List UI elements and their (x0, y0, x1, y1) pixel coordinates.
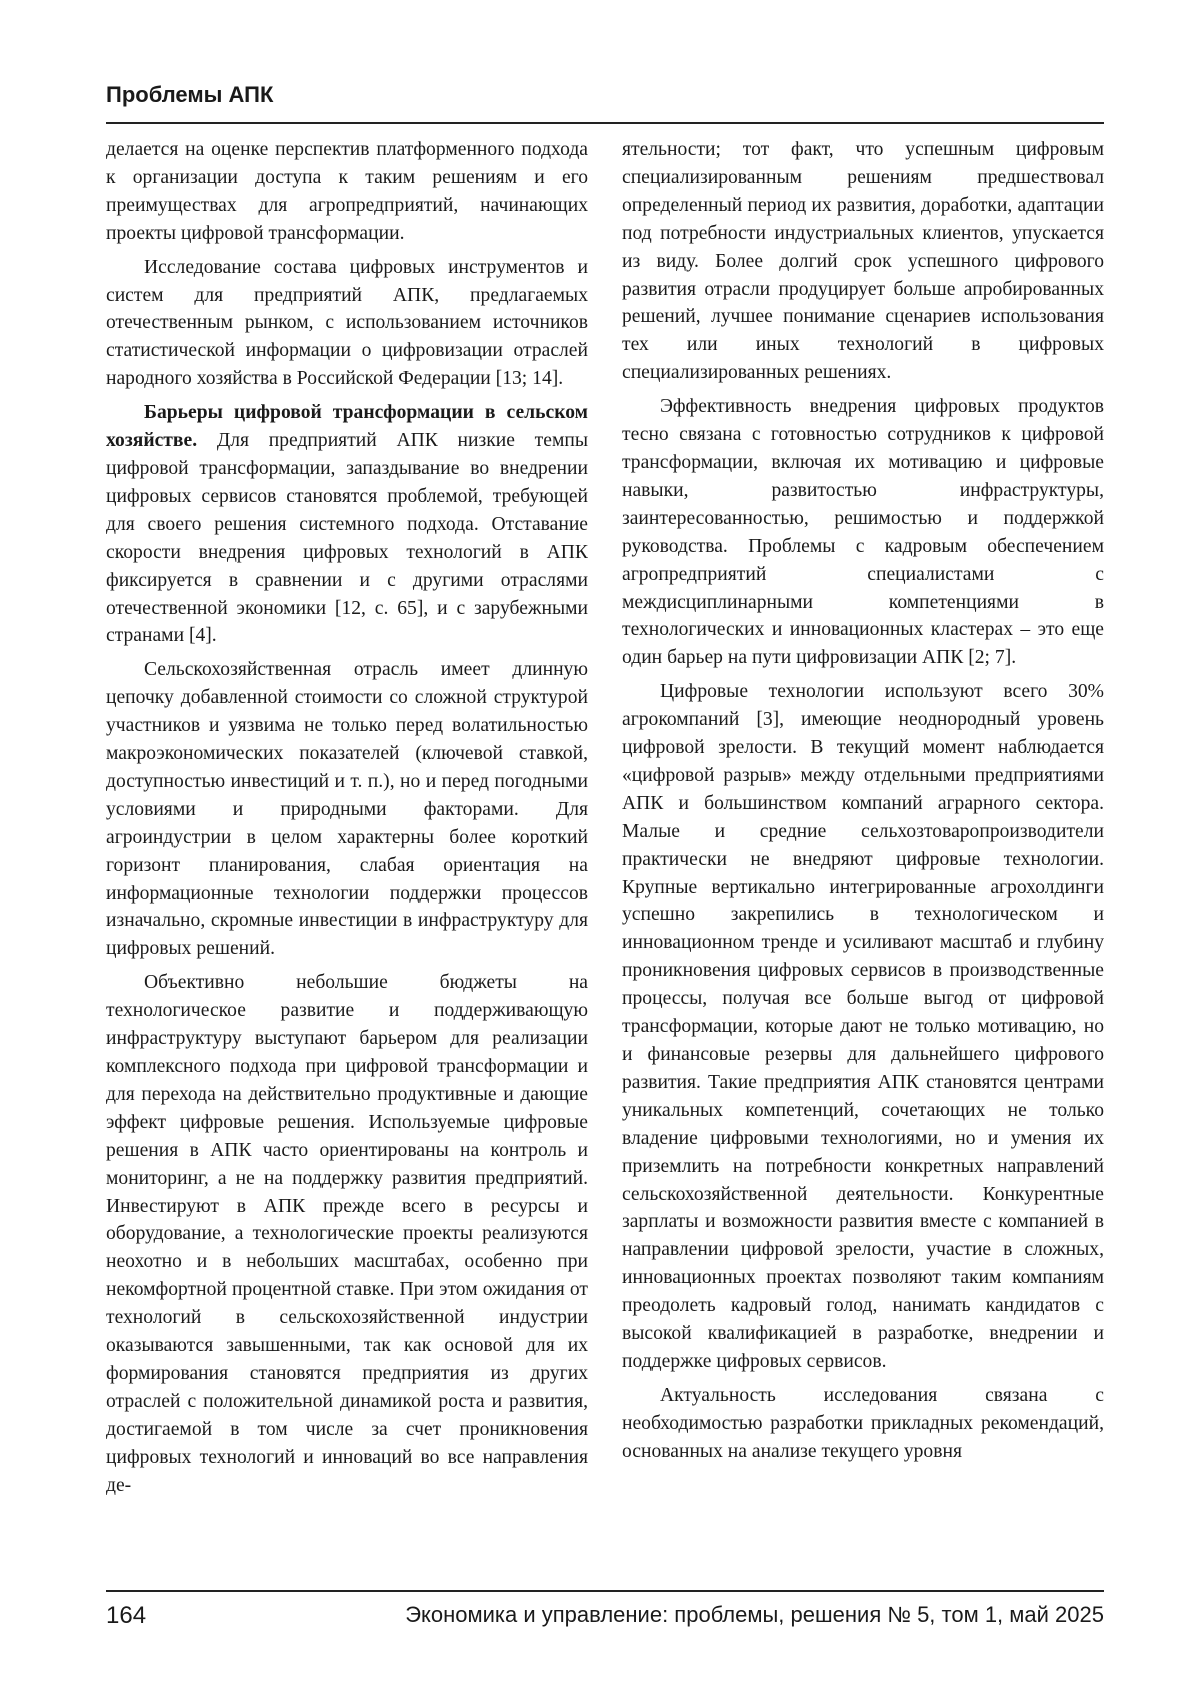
running-header-title: Проблемы АПК (106, 82, 273, 108)
footer-rule (106, 1590, 1104, 1592)
paragraph: делается на оценке перспектив платформенного подхода к организации доступа к таким решениям и его преимуществах для агропредприятий, начинающих проекты цифровой трансформации. (106, 136, 588, 248)
paragraph (106, 399, 588, 650)
header-rule (106, 122, 1104, 124)
paragraph: ятельности; тот факт, что успешным цифровым специализированным решениям предшествовал определенный период их развития, доработки, адаптации под потребности индустриальных клиентов, упускается из виду. Более долгий срок успешного цифрового развития отрасли продуцирует больше апробированных решений, лучшее понимание сценариев использования тех или иных технологий в цифровых специализированных решениях. (622, 136, 1104, 387)
right-column (622, 136, 1104, 1472)
paragraph-text: Для предприятий АПК низкие темпы цифровой трансформации, запаздывание во внедрении цифровых сервисов становятся проблемой, требующей для своего решения системного подхода. Отставание скорости внедрения цифровых технологий в АПК фиксируется в сравнении и с другими отраслями отечественной экономики [12, с. 65], и с зарубежными странами [4]. (106, 430, 588, 646)
page-number: 164 (106, 1602, 146, 1630)
paragraph: Цифровые технологии используют всего 30% агрокомпаний [3], имеющие неоднородный уровень цифровой зрелости. В текущий момент наблюдается «цифровой разрыв» между отдельными предприятиями АПК и большинством компаний аграрного сектора. Малые и средние сельхозтоваропроизводители практически не внедряют цифровые технологии. Крупные вертикально интегрированные агрохолдинги успешно закрепились в технологическом и инновационном тренде и усиливают масштаб и глубину проникновения цифровых сервисов в производственные процессы, получая все больше выгод от цифровой трансформации, которые дают не только мотивацию, но и финансовые резервы для дальнейшего цифрового развития. Такие предприятия АПК становятся центрами уникальных компетенций, сочетающих не только владение цифровыми технологиями, но и умения их приземлить на потребности конкретных направлений сельскохозяйственной деятельности. Конкурентные зарплаты и возможности развития вместе с компанией в направлении цифровой зрелости, участие в сложных, инновационных проектах позволяют таким компаниям преодолеть кадровый голод, нанимать кандидатов с высокой квалификацией в разработке, внедрении и поддержке цифровых сервисов. (622, 678, 1104, 1376)
paragraph: Объективно небольшие бюджеты на технологическое развитие и поддерживающую инфраструктуру выступают барьером для реализации комплексного подхода при цифровой трансформации и для перехода на действительно продуктивные и дающие эффект цифровые решения. Используемые цифровые решения в АПК часто ориентированы на контроль и мониторинг, а не на поддержку развития предприятий. Инвестируют в АПК прежде всего в ресурсы и оборудование, а технологические проекты реализуются неохотно и в небольших масштабах, особенно при некомфортной процентной ставке. При этом ожидания от технологий в сельскохозяйственной индустрии оказываются завышенными, так как основой для их формирования становятся предприятия из других отраслей с положительной динамикой роста и развития, достигаемой в том числе за счет проникновения цифровых технологий и инноваций во все направления де- (106, 969, 588, 1499)
paragraph: Эффективность внедрения цифровых продуктов тесно связана с готовностью сотрудников к цифровой трансформации, включая их мотивацию и цифровые навыки, развитостью инфраструктуры, заинтересованностью, решимостью и поддержкой руководства. Проблемы с кадровым обеспечением агропредприятий специалистами с междисциплинарными компетенциями в технологических и инновационных кластерах – это еще один барьер на пути цифровизации АПК [2; 7]. (622, 393, 1104, 672)
paragraph: Актуальность исследования связана с необходимостью разработки прикладных рекомендаций, основанных на анализе текущего уровня (622, 1382, 1104, 1466)
paragraph: Сельскохозяйственная отрасль имеет длинную цепочку добавленной стоимости со сложной структурой участников и уязвима не только перед волатильностью макроэкономических показателей (ключевой ставкой, доступностью инвестиций и т. п.), но и перед погодными условиями и природными факторами. Для агроиндустрии в целом характерны более короткий горизонт планирования, слабая ориентация на информационные технологии поддержки процессов изначально, скромные инвестиции в инфраструктуру для цифровых решений. (106, 656, 588, 963)
paragraph: Исследование состава цифровых инструментов и систем для предприятий АПК, предлагаемых отечественным рынком, с использованием источников статистической информации о цифровизации отраслей народного хозяйства в Российской Федерации [13; 14]. (106, 254, 588, 394)
section-heading: Барьеры цифровой трансформации в сельском хозяйстве. (106, 402, 588, 451)
left-column (106, 136, 588, 1506)
journal-citation: Экономика и управление: проблемы, решения № 5, том 1, май 2025 (405, 1602, 1104, 1628)
